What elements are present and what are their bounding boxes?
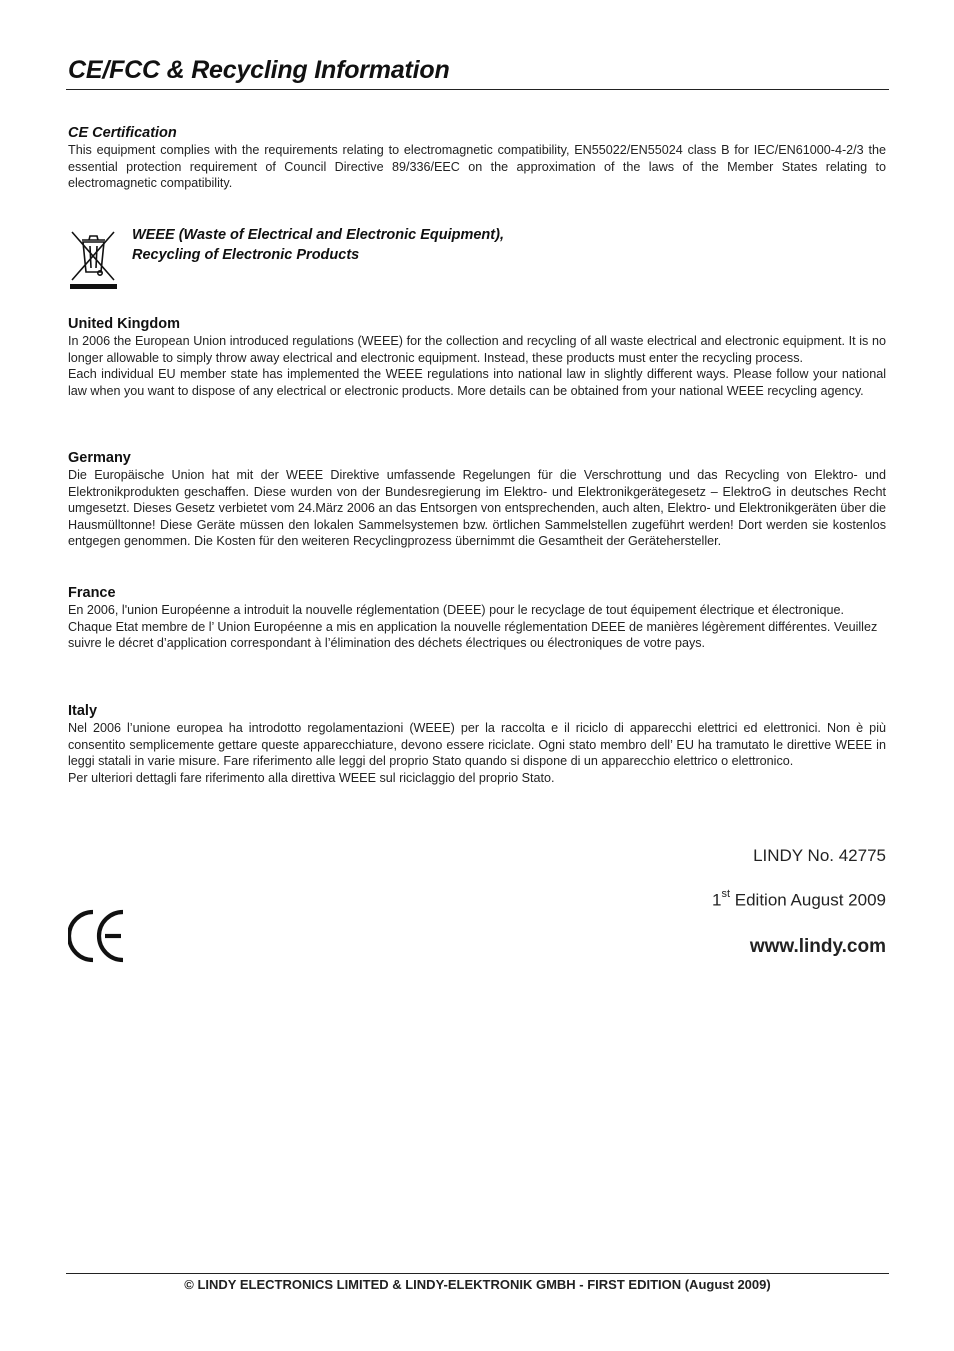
weee-title-line1: WEEE (Waste of Electrical and Electronic Equipment), bbox=[132, 227, 504, 243]
italy-paragraph-2: Per ulteriori dettagli fare riferimento alla direttiva WEEE sul riciclaggio del proprio Stato. bbox=[68, 770, 555, 785]
edition-line bbox=[712, 890, 886, 911]
italy-paragraph-1: Nel 2006 l’unione europea ha introdotto regolamentazioni (WEEE) per la raccolta e il riciclo di apparecchi elettrici ed elettronici. Non è più consentito semplicemente gettare queste apparecchiature, devono essere riciclate. Ogni stato membro dell’ EU ha tramutato le direttive WEEE in leggi statali in varie misure. Fare riferimento alle leggi del proprio Stato quando si dispone di un apparecchio elettrico o elettronico. bbox=[68, 721, 886, 769]
united-kingdom-paragraph-2: Each individual EU member state has implemented the WEEE regulations into national law in slightly different ways. Please follow your national law when you want to dispose of any electrical or electronic products. More details can be obtained from your national WEEE recycling agency. bbox=[68, 367, 886, 398]
france-paragraph-1: En 2006, l'union Européenne a introduit la nouvelle réglementation (DEEE) pour le recyclage de tout équipement électrique et électronique. bbox=[68, 603, 845, 617]
germany-text: Die Europäische Union hat mit der WEEE Direktive umfassende Regelungen für die Verschrottung und das Recycling von Elektro- und Elektronikprodukten geschaffen. Diese wurden von der Bundesregierung im Elektro- und Elektronikgerätegesetz – ElektroG in deutsches Recht umgesetzt. Dieses Gesetz verbietet vom 24.März 2006 an das Entsorgen von entsprechenden, auch alten, Elektro- und Elektronikgeräten über die Hausmülltonne! Diese Geräte müssen den lokalen Sammelsystemen bzw. örtlichen Sammelstellen zugeführt werden! Dort werden sie kostenlos entgegen genommen. Die Kosten für den weiteren Recyclingprozess übernimmt die Gesamtheit der Gerätehersteller. bbox=[68, 468, 886, 549]
crossed-out-wheelie-bin-icon bbox=[69, 228, 118, 290]
ce-mark-icon bbox=[68, 908, 128, 964]
edition-number: 1 bbox=[712, 890, 722, 910]
weee-title-line2: Recycling of Electronic Products bbox=[132, 246, 360, 263]
united-kingdom-paragraph-1: In 2006 the European Union introduced regulations (WEEE) for the collection and recycling of all waste electrical and electronic equipment. It is no longer allowable to simply throw away electrical and electronic equipment. Instead, these products must enter the recycling process. bbox=[68, 334, 886, 365]
edition-suffix: st bbox=[721, 888, 731, 900]
footer-divider bbox=[66, 1273, 889, 1274]
website-url: www.lindy.com bbox=[749, 936, 886, 957]
germany-heading: Germany bbox=[68, 450, 131, 466]
italy-heading: Italy bbox=[68, 703, 98, 719]
lindy-product-number: LINDY No. 42775 bbox=[753, 846, 886, 865]
france-section bbox=[68, 584, 886, 652]
italy-section bbox=[68, 702, 886, 786]
weee-title bbox=[132, 226, 504, 265]
france-paragraph-2: Chaque Etat membre de l’ Union Européenne a mis en application la nouvelle réglementation DEEE de manières légèrement différentes. Veuillez suivre le décret d’application correspondant à l’élimination des déchets électriques ou électroniques de votre pays. bbox=[68, 619, 878, 651]
germany-section bbox=[68, 449, 886, 550]
france-heading: France bbox=[68, 585, 116, 601]
edition-text: Edition August 2009 bbox=[730, 890, 886, 910]
ce-certification-text: This equipment complies with the requirements relating to electromagnetic compatibility, EN55022/EN55024 class B for IEC/EN61000-4-2/3 the essential protection requirement of Council Directive 89/336/EEC on the approximation of the laws of the Member States relating to electromagnetic compatibility. bbox=[68, 143, 886, 191]
ce-certification-section bbox=[68, 124, 886, 192]
ce-certification-heading: CE Certification bbox=[68, 125, 177, 141]
title-divider bbox=[66, 89, 889, 90]
united-kingdom-section bbox=[68, 315, 886, 399]
united-kingdom-heading: United Kingdom bbox=[68, 316, 180, 332]
page-title: CE/FCC & Recycling Information bbox=[68, 56, 450, 84]
footer-copyright: © LINDY ELECTRONICS LIMITED & LINDY-ELEKTRONIK GMBH - FIRST EDITION (August 2009) bbox=[184, 1277, 771, 1292]
